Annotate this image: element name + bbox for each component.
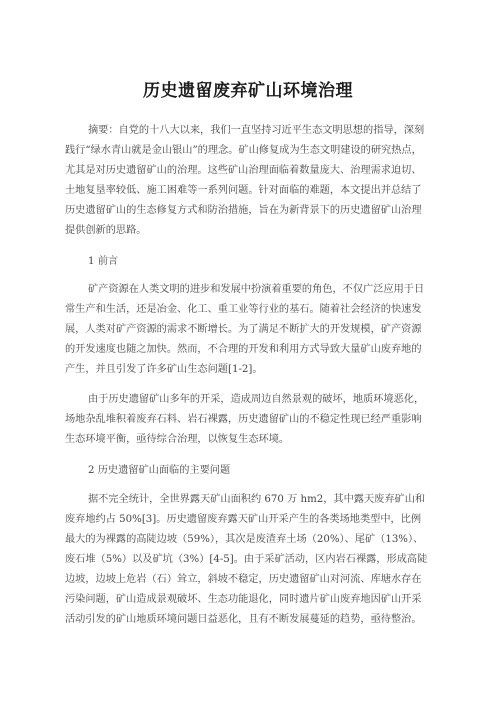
paragraph-line: 边坡，边坡上危岩（石）耸立，斜坡不稳定，历史遗留矿山对河流、库塘水存在 bbox=[65, 574, 422, 585]
abstract-line: 土地复垦率较低、施工困难等一系列问题。针对面临的难题，本文提出并总结了 bbox=[65, 185, 422, 196]
paragraph-line: 产生，并且引发了许多矿山生态问题[1-2]。 bbox=[65, 364, 263, 375]
paragraph-line: 矿产资源在人类文明的进步和发展中扮演着重要的角色，不仅广泛应用于日 bbox=[88, 284, 425, 295]
paragraph-line: 废弃地约占 50%[3]。历史遗留废弃露天矿山开采产生的各类场地类型中，比例 bbox=[65, 514, 422, 525]
paragraph-line: 场地杂乱堆积着废弃石料、岩石裸露，历史遗留矿山的不稳定性现已经严重影响 bbox=[65, 414, 422, 425]
abstract-line: 尤其是对历史遗留矿山的治理。这些矿山治理面临着数量庞大、治理需求迫切、 bbox=[65, 165, 422, 176]
abstract-line: 摘要：自党的十八大以来，我们一直坚持习近平生态文明思想的指导，深刻 bbox=[88, 125, 425, 136]
paragraph-line: 据不完全统计，全世界露天矿山面积约 670 万 hm2，其中露天废弃矿山和 bbox=[88, 494, 426, 505]
paragraph-line: 最大的为裸露的高陡边坡（59%），其次是废渣弃土场（20%）、尾矿（13%）、 bbox=[65, 534, 424, 545]
paragraph-line: 活动引发的矿山地质环境问题日益恶化，且有不断发展蔓延的趋势，亟待整治。 bbox=[65, 614, 422, 625]
paragraph-line: 污染问题，矿山造成景观破坏、生态功能退化，同时遗片矿山废弃地因矿山开采 bbox=[65, 594, 422, 605]
paragraph-line: 展，人类对矿产资源的需求不断增长。为了满足不断扩大的开发规模，矿产资源 bbox=[65, 324, 422, 335]
paragraph-line: 的开发速度也随之加快。然而，不合理的开发和利用方式导致大量矿山废弃地的 bbox=[65, 344, 422, 355]
paragraph-line: 废石堆（5%）以及矿坑（3%）[4-5]。由于采矿活动，区内岩石裸露，形成高陡 bbox=[65, 554, 428, 565]
abstract-line: 提供创新的思路。 bbox=[65, 225, 147, 236]
section-heading: 2 历史遗留矿山面临的主要问题 bbox=[88, 465, 231, 476]
document-title: 历史遗留废弃矿山环境治理 bbox=[143, 81, 353, 101]
abstract-line: 践行“绿水青山就是金山银山”的理念。矿山修复成为生态文明建设的研究热点， bbox=[65, 145, 422, 156]
paragraph-line: 生态环境平衡，亟待综合治理，以恢复生态环境。 bbox=[65, 434, 290, 445]
section-heading: 1 前言 bbox=[88, 256, 119, 267]
paragraph-line: 由于历史遗留矿山多年的开采，造成周边自然景观的破坏，地质环境恶化， bbox=[88, 394, 425, 405]
paragraph-line: 常生产和生活，还是冶金、化工、重工业等行业的基石。随着社会经济的快速发 bbox=[65, 304, 422, 315]
abstract-line: 历史遗留矿山的生态修复方式和防治措施，旨在为新背景下的历史遗留矿山治理 bbox=[65, 205, 422, 216]
